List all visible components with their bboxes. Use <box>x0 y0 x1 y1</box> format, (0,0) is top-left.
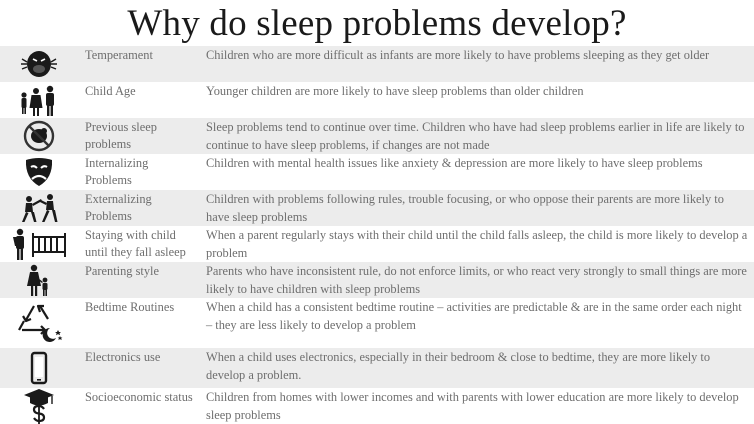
factor-label: Externalizing Problems <box>85 192 152 223</box>
sad-mask-icon <box>0 154 78 190</box>
factor-description: Children from homes with lower incomes and with parents with lower education are more likely to develop sleep problems <box>206 390 739 422</box>
factor-description: When a child uses electronics, especially in their bedroom & close to bedtime, they are more likely to develop a problem. <box>206 350 711 382</box>
parent-child-icon <box>0 262 78 298</box>
table-row-bedtime-routines <box>0 298 754 348</box>
factor-description: Sleep problems tend to continue over time. Children who have had sleep problems earlier in life are likely to continue to have sleep problems, if changes are not made <box>206 120 745 152</box>
factor-label: Previous sleep problems <box>85 120 157 151</box>
factor-description: When a child has a consistent bedtime routine – activities are predictable & are in the same order each night – they are less likely to develop a problem <box>206 300 742 332</box>
factor-description: When a parent regularly stays with their child until the child falls asleep, the child is more likely to develop a problem <box>206 228 748 260</box>
factor-label: Child Age <box>85 84 136 98</box>
factor-description: Children with mental health issues like anxiety & depression are more likely to have sleep problems <box>206 156 703 170</box>
no-sleep-baby-icon <box>0 118 78 154</box>
routine-cycle-icon <box>0 298 78 348</box>
table-row-child-age <box>0 82 754 118</box>
factor-description: Children with problems following rules, trouble focusing, or who oppose their parents are more likely to have sleep problems <box>206 192 724 224</box>
table-row-socioeconomic-status <box>0 388 754 424</box>
fighting-kids-icon <box>0 190 78 226</box>
factor-label: Staying with child until they fall asleep <box>85 228 186 259</box>
education-dollar-icon <box>0 388 78 424</box>
factor-description: Children who are more difficult as infants are more likely to have problems sleeping as they get older <box>206 48 710 62</box>
table-row-temperament <box>0 46 754 82</box>
factor-label: Parenting style <box>85 264 159 278</box>
crying-face-icon <box>0 46 78 82</box>
family-icon <box>0 82 78 118</box>
factor-description: Parents who have inconsistent rule, do not enforce limits, or who react very strongly to small things are more likely to have children with sleep problems <box>206 264 747 296</box>
factor-label: Temperament <box>85 48 153 62</box>
table-row-electronics-use <box>0 348 754 388</box>
factor-label: Bedtime Routines <box>85 300 175 314</box>
factor-label: Internalizing Problems <box>85 156 149 187</box>
table-row-internalizing-problems <box>0 154 754 190</box>
parent-crib-icon <box>0 226 78 262</box>
table-row-externalizing-problems <box>0 190 754 226</box>
phone-icon <box>0 348 78 388</box>
table-row-previous-sleep-problems <box>0 118 754 154</box>
page-title: Why do sleep problems develop? <box>127 3 627 44</box>
factor-label: Electronics use <box>85 350 161 364</box>
table-row-staying-with-child <box>0 226 754 262</box>
factor-label: Socioeconomic status <box>85 390 193 404</box>
factor-description: Younger children are more likely to have sleep problems than older children <box>206 84 584 98</box>
table-row-parenting-style <box>0 262 754 298</box>
